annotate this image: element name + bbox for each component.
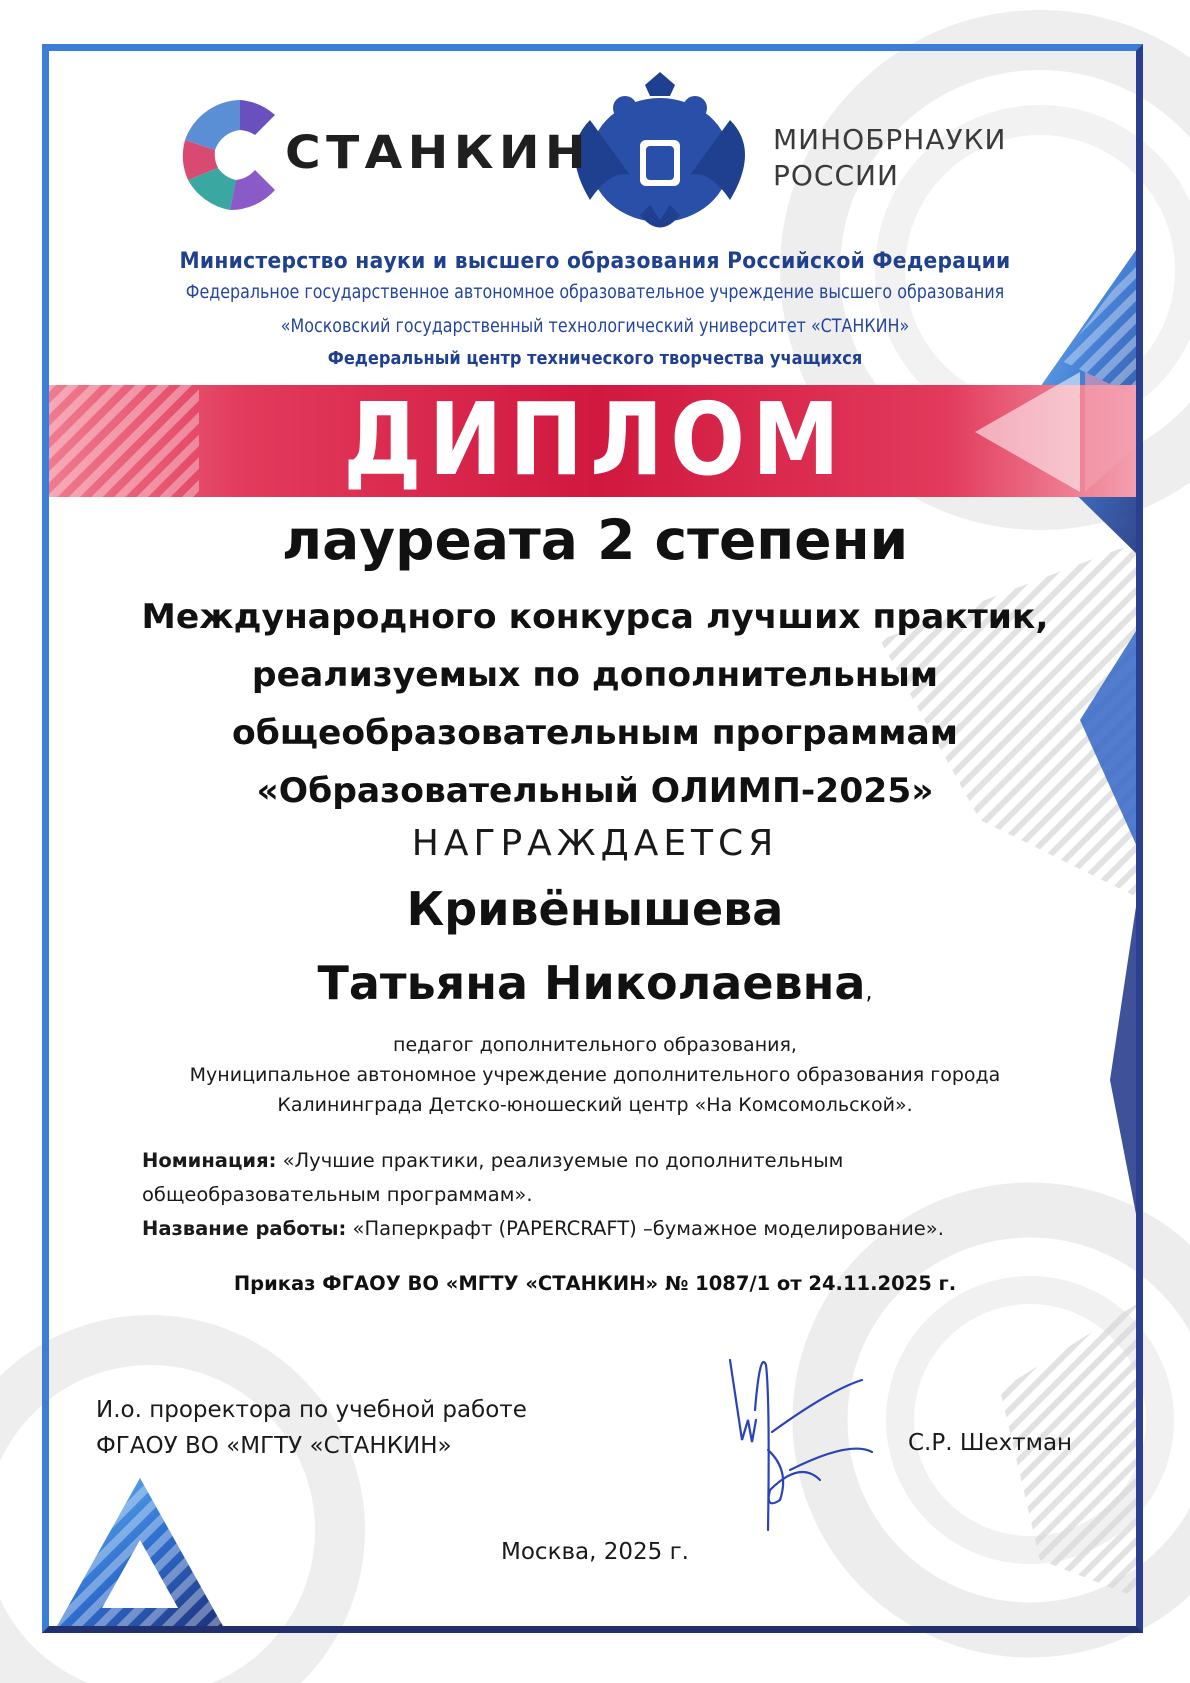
ministry-logo-line: РОССИИ bbox=[773, 159, 899, 192]
diploma-title: ДИПЛОМ bbox=[343, 381, 847, 498]
contest-line: Международного конкурса лучших практик, bbox=[141, 597, 1049, 636]
recipient-given-names-text: Татьяна Николаевна bbox=[317, 956, 866, 1010]
contest-line: реализуемых по дополнительным bbox=[251, 655, 939, 694]
nomination bbox=[142, 1144, 1082, 1212]
position-line: Муниципальное автономное учреждение дополнительного образования города bbox=[189, 1064, 1001, 1086]
ministry-logo-text bbox=[773, 122, 1006, 194]
institution-line-1: Федеральное государственное автономное образовательное учреждение высшего образования bbox=[185, 282, 1005, 303]
city-year: Москва, 2025 г. bbox=[501, 1539, 689, 1565]
nomination-label: Номинация: bbox=[142, 1149, 277, 1172]
work-value: «Паперкрафт (PAPERCRAFT) –бумажное моделирование». bbox=[352, 1217, 944, 1240]
signer-position-line: И.о. проректора по учебной работе bbox=[96, 1397, 527, 1423]
order-reference: Приказ ФГАОУ ВО «МГТУ «СТАНКИН» № 1087/1 от 24.11.2025 г. bbox=[233, 1272, 957, 1295]
details-block bbox=[142, 1144, 1082, 1246]
recipient-position bbox=[0, 1030, 1190, 1120]
degree-title: лауреата 2 степени bbox=[281, 508, 909, 572]
recipient-given-names bbox=[0, 956, 1190, 1010]
work-label: Название работы: bbox=[142, 1217, 347, 1240]
signer-name: С.Р. Шехтман bbox=[908, 1430, 1073, 1456]
contest-line: общеобразовательным программам bbox=[232, 713, 958, 752]
nomination-value: «Лучшие практики, реализуемые по дополнительным общеобразовательным программам». bbox=[142, 1149, 844, 1206]
ministry-logo-line: МИНОБРНАУКИ bbox=[773, 123, 1007, 156]
recipient-comma: , bbox=[865, 980, 873, 1005]
position-line: педагог дополнительного образования, bbox=[393, 1034, 797, 1056]
center-name: Федеральный центр технического творчества учащихся bbox=[327, 348, 863, 369]
work-title bbox=[142, 1212, 1082, 1246]
recipient-surname: Кривёнышева bbox=[406, 882, 784, 936]
stankin-logo-text: СТАНКИН bbox=[285, 126, 591, 179]
position-line: Калининграда Детско-юношеский центр «На Комсомольской». bbox=[277, 1094, 913, 1116]
awarded-label: НАГРАЖДАЕТСЯ bbox=[411, 823, 779, 864]
signer-position bbox=[96, 1392, 527, 1464]
contest-name bbox=[0, 588, 1190, 820]
institution-line-2: «Московский государственный технологический университет «СТАНКИН» bbox=[280, 316, 910, 337]
signer-position-line: ФГАОУ ВО «МГТУ «СТАНКИН» bbox=[96, 1433, 452, 1459]
ministry-full-name: Министерство науки и высшего образования Российской Федерации bbox=[179, 248, 1011, 274]
contest-line: «Образовательный ОЛИМП-2025» bbox=[256, 771, 934, 810]
